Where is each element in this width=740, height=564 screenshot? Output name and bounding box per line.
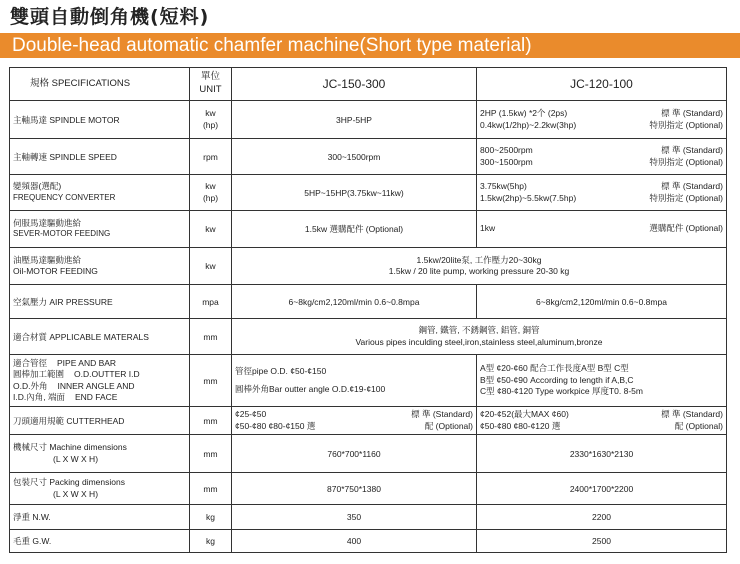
spec-header: 規格 SPECIFICATIONS <box>10 68 190 101</box>
row-unit: mm <box>190 435 232 473</box>
row-unit: mm <box>190 355 232 407</box>
value-merged: 鋼管, 鐵管, 不銹鋼管, 鋁管, 銅管 Various pipes inculding steel,iron,stainless steel,aluminum,bronze <box>232 319 727 355</box>
value-b: 2200 <box>477 505 727 530</box>
value-b: 2330*1630*2130 <box>477 435 727 473</box>
value-a: 1.5kw 選購配件 (Optional) <box>232 211 477 248</box>
table-row <box>10 101 727 139</box>
value-b: 3.75kw(5hp) 標 準 (Standard) 1.5kw(2hp)~5.5kw(7.5hp) 特別指定 (Optional) <box>477 175 727 211</box>
page-title-chinese: 雙頭自動倒角機(短料) <box>10 6 210 28</box>
table-header-row <box>10 68 727 101</box>
table-row <box>10 435 727 473</box>
value-b: A型 ¢20-¢60 配合工作長度A型 B型 C型 B型 ¢50-¢90 According to length if A,B,C C型 ¢80-¢120 Type workpice 厚度T0. 8-5m <box>477 355 727 407</box>
model-a-header: JC-150-300 <box>232 68 477 101</box>
value-b: 2400*1700*2200 <box>477 473 727 505</box>
row-label: 主軸馬達 SPINDLE MOTOR <box>10 101 190 139</box>
value-b: 1kw 選購配件 (Optional) <box>477 211 727 248</box>
row-label: 適合管徑 PIPE AND BAR 圓棒加工範圍 O.D.OUTTER I.D O.D.外角 INNER ANGLE AND I.D.內角, 端面 END FACE <box>10 355 190 407</box>
table-row <box>10 175 727 211</box>
row-label: 主軸轉速 SPINDLE SPEED <box>10 139 190 175</box>
value-a: 3HP-5HP <box>232 101 477 139</box>
value-b: 800~2500rpm 標 準 (Standard) 300~1500rpm 特別指定 (Optional) <box>477 139 727 175</box>
row-unit: kg <box>190 530 232 553</box>
value-a: 6~8kg/cm2,120ml/min 0.6~0.8mpa <box>232 285 477 319</box>
row-label: 淨重 N.W. <box>10 505 190 530</box>
table-row <box>10 407 727 435</box>
row-unit: mm <box>190 473 232 505</box>
value-a: 5HP~15HP(3.75kw~11kw) <box>232 175 477 211</box>
value-a: 管徑pipe O.D. ¢50-¢150 圓棒外角Bar outter angle O.D.¢19-¢100 <box>232 355 477 407</box>
model-b-header: JC-120-100 <box>477 68 727 101</box>
row-label: 適合材質 APPLICABLE MATERALS <box>10 319 190 355</box>
row-label: 變頻器(選配) FREQUENCY CONVERTER <box>10 175 190 211</box>
value-a: 300~1500rpm <box>232 139 477 175</box>
table-row <box>10 355 727 407</box>
table-row <box>10 530 727 553</box>
table-row <box>10 285 727 319</box>
row-label: 空氣壓力 AIR PRESSURE <box>10 285 190 319</box>
row-unit: mm <box>190 319 232 355</box>
row-label: 伺服馬達驅動進給 SEVER-MOTOR FEEDING <box>10 211 190 248</box>
row-unit: rpm <box>190 139 232 175</box>
table-row <box>10 248 727 285</box>
value-b: 2HP (1.5kw) *2个 (2ps) 標 準 (Standard) 0.4kw(1/2hp)~2.2kw(3hp) 特別指定 (Optional) <box>477 101 727 139</box>
table-row <box>10 211 727 248</box>
value-a: ¢25-¢50 標 準 (Standard) ¢50-¢80 ¢80-¢150 選 配 (Optional) <box>232 407 477 435</box>
row-label: 機械尺寸 Machine dimensions (L X W X H) <box>10 435 190 473</box>
value-b: 2500 <box>477 530 727 553</box>
row-label: 油壓馬達驅動進給 Oil-MOTOR FEEDING <box>10 248 190 285</box>
value-a: 400 <box>232 530 477 553</box>
row-label: 包裝尺寸 Packing dimensions (L X W X H) <box>10 473 190 505</box>
page-title-banner: Double-head automatic chamfer machine(Short type material) <box>0 33 740 58</box>
value-a: 870*750*1380 <box>232 473 477 505</box>
table-row <box>10 473 727 505</box>
table-row <box>10 319 727 355</box>
table-row <box>10 139 727 175</box>
row-unit: mpa <box>190 285 232 319</box>
value-b: ¢20-¢52(最大MAX ¢60) 標 準 (Standard) ¢50-¢80 ¢80-¢120 選 配 (Optional) <box>477 407 727 435</box>
row-unit: kg <box>190 505 232 530</box>
row-unit: kw (hp) <box>190 101 232 139</box>
row-unit: kw <box>190 211 232 248</box>
row-label: 刀頭適用規範 CUTTERHEAD <box>10 407 190 435</box>
row-unit: kw (hp) <box>190 175 232 211</box>
value-b: 6~8kg/cm2,120ml/min 0.6~0.8mpa <box>477 285 727 319</box>
specifications-table <box>9 67 727 553</box>
unit-header: 單位 UNIT <box>190 68 232 101</box>
row-unit: mm <box>190 407 232 435</box>
row-unit: kw <box>190 248 232 285</box>
row-label: 毛重 G.W. <box>10 530 190 553</box>
value-a: 760*700*1160 <box>232 435 477 473</box>
value-merged: 1.5kw/20lite泵, 工作壓力20~30kg 1.5kw / 20 lite pump, working pressure 20-30 kg <box>232 248 727 285</box>
table-row <box>10 505 727 530</box>
value-a: 350 <box>232 505 477 530</box>
